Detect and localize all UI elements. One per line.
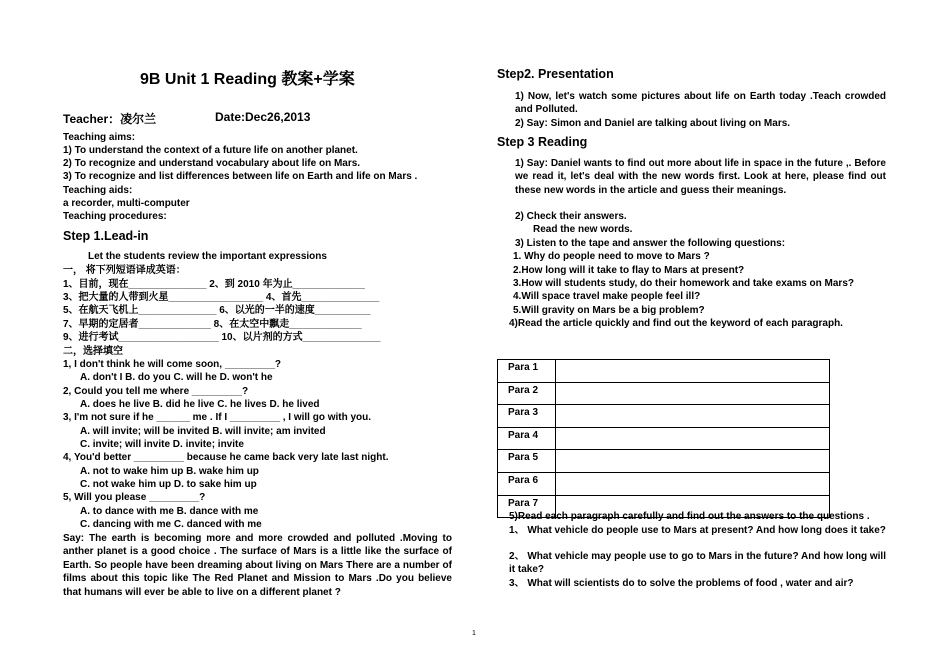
aids-heading: Teaching aids: bbox=[63, 185, 133, 196]
question-item: 2.How long will it take to flay to Mars at present? bbox=[513, 265, 745, 276]
question-item: 4.Will space travel make people feel ill? bbox=[513, 291, 701, 302]
para-label: Para 3 bbox=[498, 405, 556, 428]
teacher-name: Teacher：凌尔兰 bbox=[63, 112, 157, 126]
table-row bbox=[498, 472, 830, 495]
step3-item: 3) Listen to the tape and answer the following questions: bbox=[515, 238, 786, 249]
mcq-options: A. will invite; will be invited B. will invite; am invited bbox=[80, 426, 326, 437]
step3-item: 1) Say: Daniel wants to find out more about life in space in the future ,. Before we read it, let's deal with the new words first. Look at here, please find out these new words in the article and guess their meanings. bbox=[515, 158, 886, 196]
aim-item: 3) To recognize and list differences between life on Earth and life on Mars . bbox=[63, 171, 418, 182]
keyword-cell[interactable] bbox=[556, 472, 830, 495]
review-text: Let the students review the important expressions bbox=[88, 251, 327, 262]
step2-item: 1) Now, let's watch some pictures about life on Earth today .Teach crowded and Polluted. bbox=[515, 91, 886, 116]
keyword-cell[interactable] bbox=[556, 427, 830, 450]
question-item: 1. Why do people need to move to Mars ? bbox=[513, 251, 710, 262]
document-title: 9B Unit 1 Reading 教案+学案 bbox=[140, 71, 355, 88]
answer-question: 2、 What vehicle may people use to go to Mars in the future? And how long will it take? bbox=[509, 551, 886, 576]
answer-question: 3、 What will scientists do to solve the problems of food , water and air? bbox=[509, 578, 854, 589]
step3-heading: Step 3 Reading bbox=[497, 135, 588, 149]
procedures-heading: Teaching procedures: bbox=[63, 211, 167, 222]
phrase-line: 5、在航天飞机上______________ 6、以光的一半的速度__________ bbox=[63, 305, 371, 316]
step2-item: 2) Say: Simon and Daniel are talking about living on Mars. bbox=[515, 118, 791, 129]
teacher-line bbox=[63, 110, 311, 127]
mcq-question: 2, Could you tell me where _________? bbox=[63, 386, 249, 397]
aids-text: a recorder, multi-computer bbox=[63, 198, 190, 209]
part2-heading: 二，选择填空 bbox=[63, 346, 123, 357]
para-label: Para 5 bbox=[498, 450, 556, 473]
step2-heading: Step2. Presentation bbox=[497, 67, 614, 81]
para-label: Para 6 bbox=[498, 472, 556, 495]
phrase-line: 7、早期的定居者_____________ 8、在太空中飘走_____________ bbox=[63, 319, 362, 330]
phrase-line: 9、进行考试__________________ 10、以片剂的方式______________ bbox=[63, 332, 381, 343]
keyword-cell[interactable] bbox=[556, 360, 830, 383]
keyword-cell[interactable] bbox=[556, 405, 830, 428]
para-label: Para 4 bbox=[498, 427, 556, 450]
aim-item: 1) To understand the context of a future life on another planet. bbox=[63, 145, 358, 156]
question-item: 3.How will students study, do their homework and take exams on Mars? bbox=[513, 278, 854, 289]
para-label: Para 2 bbox=[498, 382, 556, 405]
mcq-options: A. does he live B. did he live C. he lives D. he lived bbox=[80, 399, 320, 410]
table-row bbox=[498, 360, 830, 383]
mcq-options: C. not wake him up D. to sake him up bbox=[80, 479, 257, 490]
table-row bbox=[498, 405, 830, 428]
lesson-date: Date:Dec26,2013 bbox=[215, 110, 311, 124]
aim-item: 2) To recognize and understand vocabulary about life on Mars. bbox=[63, 158, 361, 169]
step1-heading: Step 1.Lead-in bbox=[63, 229, 149, 243]
mcq-question: 5, Will you please _________? bbox=[63, 492, 206, 503]
table-row bbox=[498, 382, 830, 405]
mcq-question: 3, I'm not sure if he ______ me . If I _________ , I will go with you. bbox=[63, 412, 372, 423]
part1-heading: 一， 将下列短语译成英语： bbox=[63, 265, 186, 276]
phrase-line: 1、目前，现在______________ 2、到 2010 年为止_____________ bbox=[63, 279, 365, 290]
step3-subitem: Read the new words. bbox=[533, 224, 633, 235]
para-label: Para 7 bbox=[498, 495, 556, 518]
mcq-options: C. dancing with me C. danced with me bbox=[80, 519, 262, 530]
table-row bbox=[498, 427, 830, 450]
say-paragraph: Say: The earth is becoming more and more crowded and polluted .Moving to anther planet is a good choice . The surface of Mars is a little like the surface of Earth. So people have been dreaming about living on Mars There are a number of films about this topic like The Red Planet and Mission to Mars .Do you believe that humans will ever be able to live on a different planet ? bbox=[63, 533, 452, 598]
step3-item: 5)Read each paragraph carefully and find out the answers to the questions . bbox=[509, 511, 870, 522]
question-item: 5.Will gravity on Mars be a big problem? bbox=[513, 305, 705, 316]
keyword-cell[interactable] bbox=[556, 382, 830, 405]
mcq-options: A. not to wake him up B. wake him up bbox=[80, 466, 259, 477]
page-number: 1 bbox=[472, 630, 476, 637]
para-label: Para 1 bbox=[498, 360, 556, 383]
mcq-options: A. to dance with me B. dance with me bbox=[80, 506, 259, 517]
aims-heading: Teaching aims: bbox=[63, 132, 136, 143]
mcq-question: 4, You'd better _________ because he came back very late last night. bbox=[63, 452, 389, 463]
phrase-line: 3、把大量的人带到火星_________________ 4、首先______________ bbox=[63, 292, 380, 303]
mcq-options: A. don't I B. do you C. will he D. won't he bbox=[80, 372, 273, 383]
mcq-options: C. invite; will invite D. invite; invite bbox=[80, 439, 244, 450]
answer-question: 1、 What vehicle do people use to Mars at present? And how long does it take? bbox=[509, 525, 886, 536]
step3-item: 4)Read the article quickly and find out the keyword of each paragraph. bbox=[509, 318, 843, 329]
keyword-cell[interactable] bbox=[556, 450, 830, 473]
keyword-table bbox=[497, 359, 830, 518]
mcq-question: 1, I don't think he will come soon, _________? bbox=[63, 359, 281, 370]
table-row bbox=[498, 450, 830, 473]
step3-item: 2) Check their answers. bbox=[515, 211, 627, 222]
